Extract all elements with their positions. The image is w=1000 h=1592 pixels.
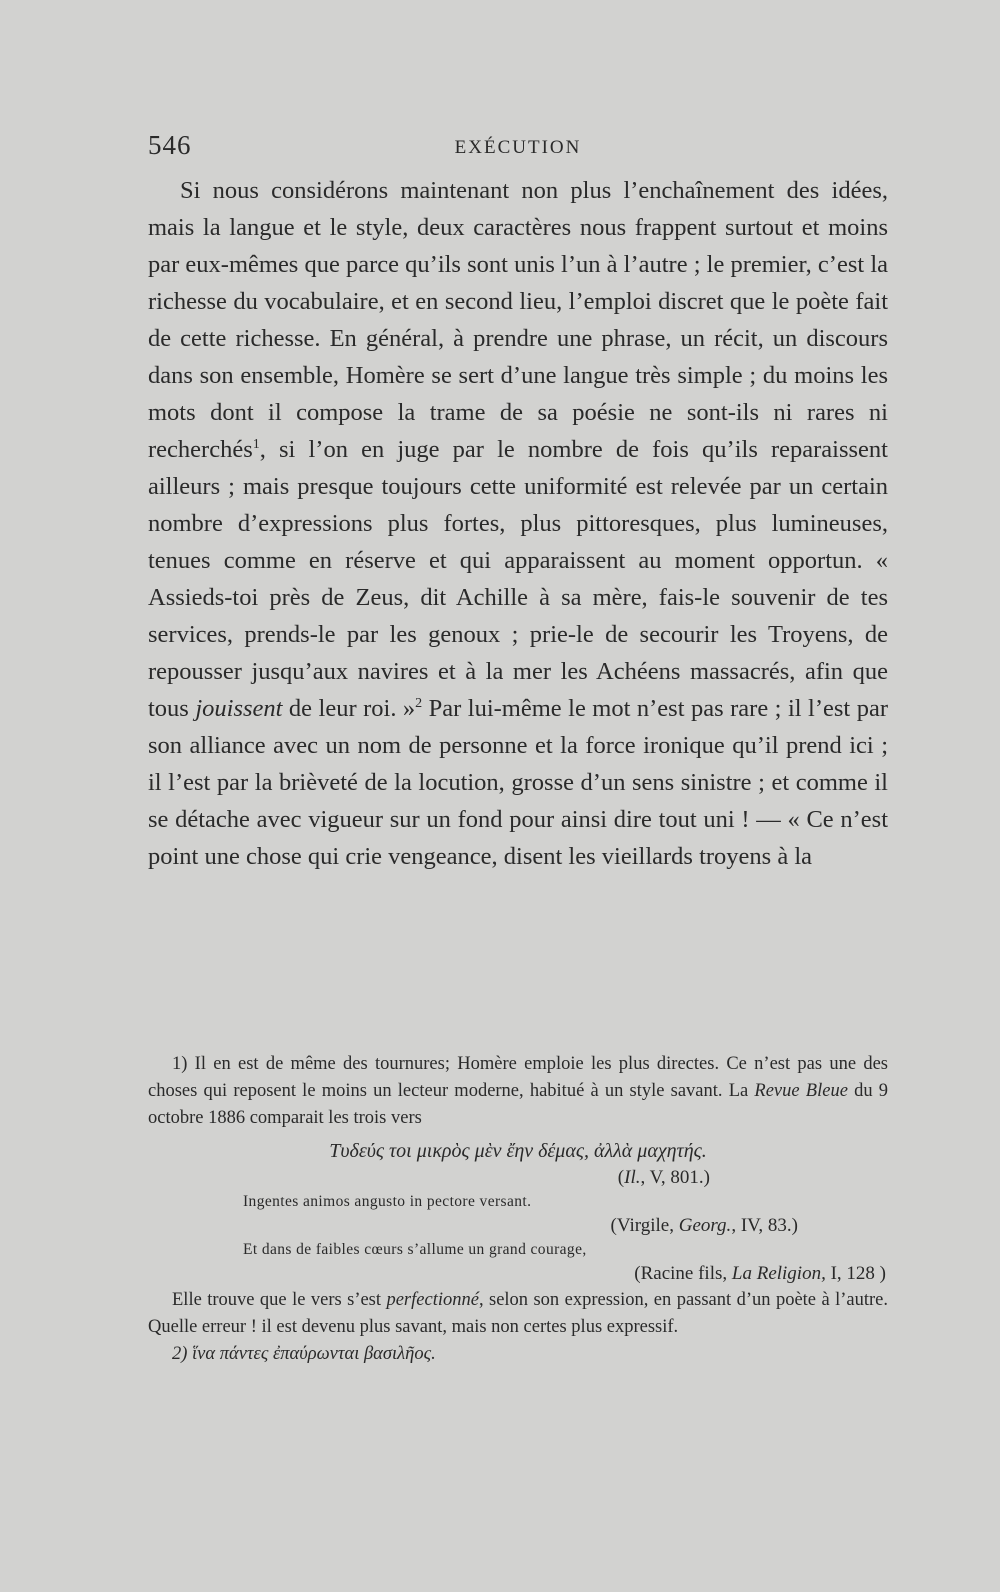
text-run: Par lui-même le mot n’est pas rare ; il l’est par son alliance avec un nom de personne et la force ironique qu’il prend ici ; il l’est par la brièveté de la locution, grosse d’un sens sinistre ; et comme il se détache avec vigueur sur un fond pour ainsi dire tout uni ! — « Ce n’est point une chose qui crie vengeance, disent les vieillards troyens à la xyxy=(148,695,888,870)
italic-ref: Georg. xyxy=(678,1215,732,1236)
citation-georgics xyxy=(148,1213,888,1239)
footnote-1-continued xyxy=(148,1287,888,1341)
greek-verse: Τυδεύς τοι μικρὸς μὲν ἔην δέμας, ἀλλὰ μαχητής. xyxy=(329,1140,707,1162)
page-number: 546 xyxy=(148,130,192,160)
text-run: 1) Il en est de même des tournures; Homère emploie les plus directes. Ce n’est pas une des choses qui reposent le moins un lecteur moderne, habitué à un style savant. La xyxy=(148,1054,888,1101)
page-header xyxy=(148,130,888,170)
italic-word: jouissent xyxy=(195,695,283,722)
text-run: (Virgile, xyxy=(610,1215,679,1236)
text-run: , V, 801.) xyxy=(640,1167,710,1188)
text-run: , selon son expression, en passant d’un poète à l’autre. Quelle erreur ! il est devenu plus savant, mais non certes plus expressif. xyxy=(148,1290,888,1337)
footnotes xyxy=(148,1051,888,1368)
text-run: de leur roi. » xyxy=(282,695,416,722)
text-run: , IV, 83.) xyxy=(731,1215,798,1236)
text-run: Elle trouve que le vers s’est xyxy=(172,1290,387,1310)
text-run: ( xyxy=(617,1167,625,1188)
footnote-marker: 2 xyxy=(415,695,423,711)
footnote-2: 2) ἵνα πάντες ἐπαύρωνται βασιλῆος. xyxy=(172,1344,436,1364)
citation-iliad xyxy=(148,1165,888,1191)
italic-title: Revue Bleue xyxy=(754,1081,848,1101)
footnote-1 xyxy=(148,1051,888,1132)
running-title: EXÉCUTION xyxy=(454,137,582,158)
paragraph xyxy=(148,172,888,875)
text-run: I, 128 ) xyxy=(825,1263,886,1284)
main-text xyxy=(148,172,888,875)
text-run: , si l’on en juge par le nombre de fois qu’ils reparaissent ailleurs ; mais presque toujours cette uniformité est relevée par un certain nombre d’expressions plus fortes, plus pittoresques, plus lumineuses, tenues comme en réserve et qui apparaissent au moment opportun. « Assieds-toi près de Zeus, dit Achille à sa mère, fais-le souvenir de tes services, prends-le par les genoux ; prie-le de secourir les Troyens, de repousser jusqu’aux navires et à la mer les Achéens massacrés, afin que tous xyxy=(148,436,888,722)
footnote-marker: 1 xyxy=(252,436,260,452)
text-run: Si nous considérons maintenant non plus l’enchaînement des idées, mais la langue et le style, deux caractères nous frappent surtout et moins par eux-mêmes que parce qu’ils sont unis l’un à l’autre ; le premier, c’est la richesse du vocabulaire, et en second lieu, l’emploi discret que le poète fait de cette richesse. En général, à prendre une phrase, un récit, un discours dans son ensemble, Homère se sert d’une langue très simple ; du moins les mots dont il compose la trame de sa poésie ne sont-ils ni rares ni recherchés xyxy=(148,177,888,463)
text-run: (Racine fils, xyxy=(634,1263,732,1284)
italic-ref: Il. xyxy=(624,1167,641,1188)
italic-word: perfectionné xyxy=(386,1290,479,1310)
french-verse: Et dans de faibles cœurs s’allume un grand courage, xyxy=(243,1241,587,1258)
latin-verse: Ingentes animos angusto in pectore versant. xyxy=(243,1193,532,1210)
citation-racine xyxy=(148,1261,888,1287)
italic-ref: La Religion, xyxy=(731,1263,826,1284)
text-run: du 9 octobre 1886 comparait les trois vers xyxy=(148,1081,889,1128)
